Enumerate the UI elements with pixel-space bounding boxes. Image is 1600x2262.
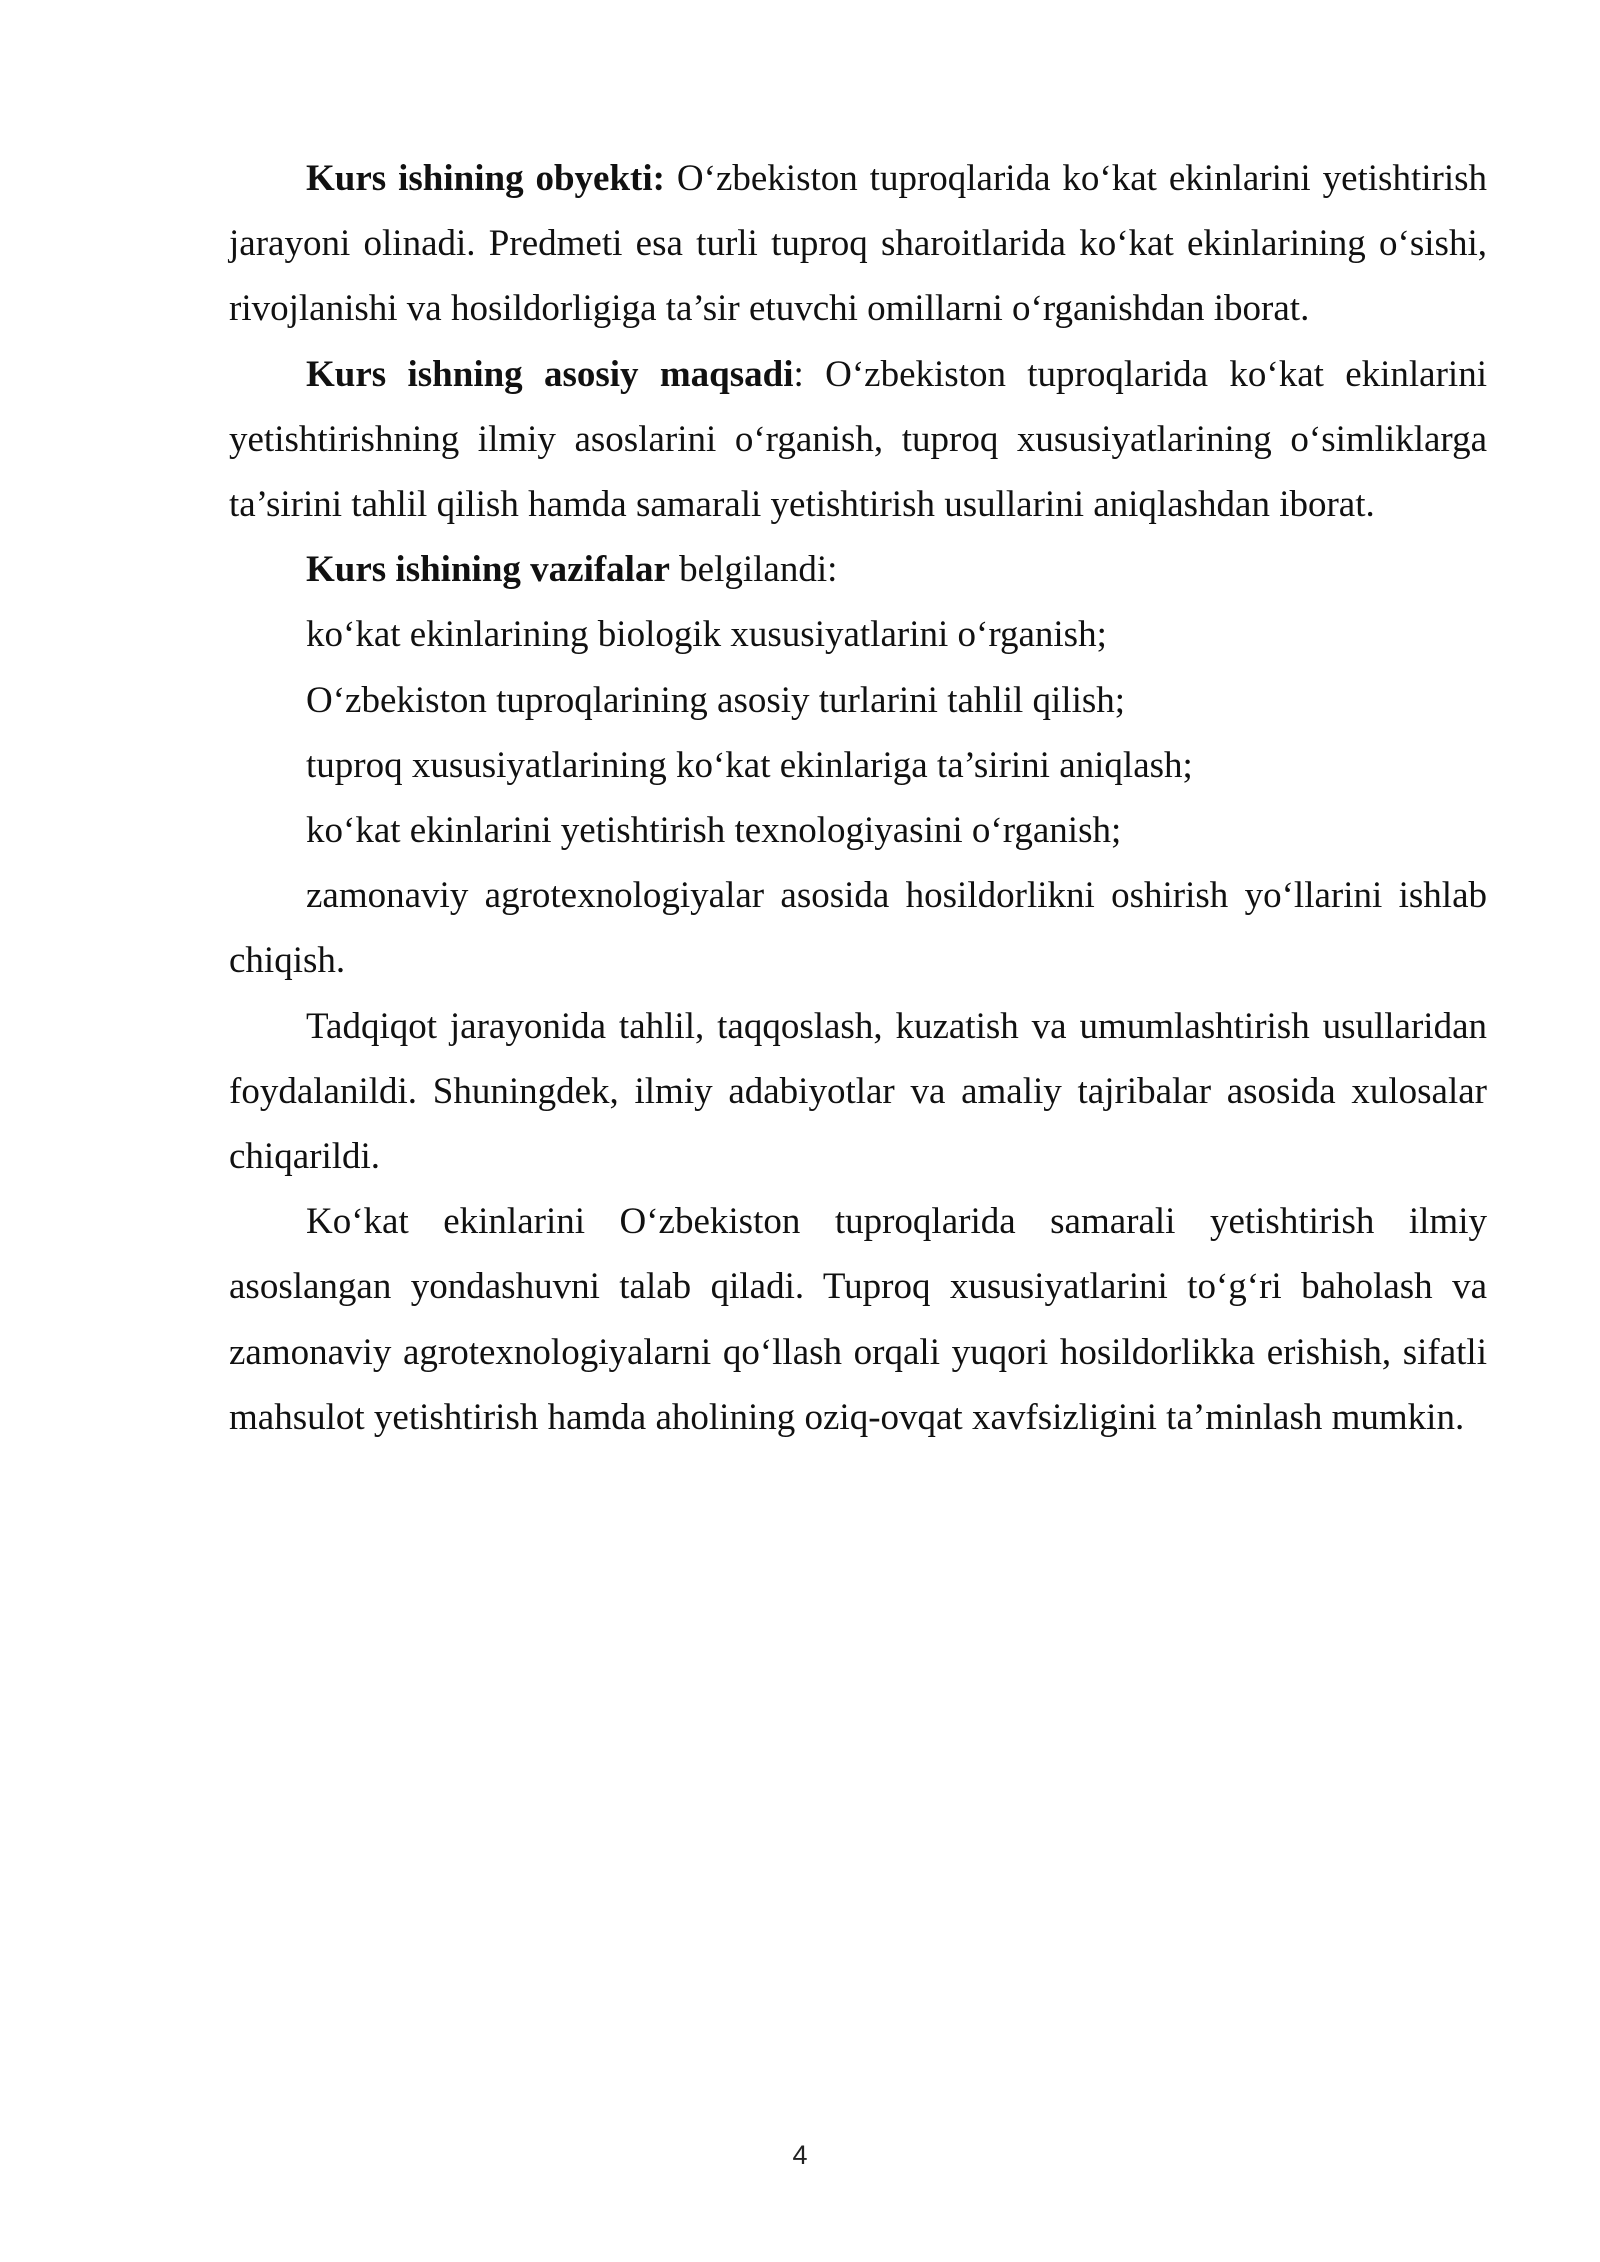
task-item: ko‘kat ekinlarining biologik xususiyatlarini o‘rganish; (306, 614, 1107, 656)
paragraph-tasks-heading (229, 537, 1487, 602)
goal-label: Kurs ishning asosiy maqsadi (306, 353, 794, 395)
page-content (229, 146, 1487, 1450)
paragraph-methods: Tadqiqot jarayonida tahlil, taqqoslash, kuzatish va umumlashtirish usullaridan foydalanildi. Shuningdek, ilmiy adabiyotlar va amaliy tajribalar asosida xulosalar chiqarildi. (229, 1005, 1487, 1178)
task-item: ko‘kat ekinlarini yetishtirish texnologiyasini o‘rganish; (306, 810, 1122, 852)
goal-text: : O‘zbekiston tuproqlarida ko‘kat ekinlarini yetishtirishning ilmiy asoslarini o‘rganish, tuproq xususiyatlarining o‘simliklarga ta’sirini tahlil qilish hamda samarali yetishtirish usullarini aniqlashdan iborat. (229, 353, 1487, 526)
task-item: O‘zbekiston tuproqlarining asosiy turlarini tahlil qilish; (306, 679, 1126, 721)
paragraph-object (229, 146, 1487, 342)
tasks-label: Kurs ishining vazifalar (306, 549, 670, 591)
tasks-text: belgilandi: (669, 549, 838, 591)
page-number: 4 (792, 2140, 808, 2170)
task-item: tuproq xususiyatlarining ko‘kat ekinlariga ta’sirini aniqlash; (306, 744, 1193, 786)
object-text: O‘zbekiston tuproqlarida ko‘kat ekinlarini yetishtirish jarayoni olinadi. Predmeti esa turli tuproq sharoitlarida ko‘kat ekinlarining o‘sishi, rivojlanishi va hosildorligiga ta’sir etuvchi omillarni o‘rganishdan iborat. (229, 158, 1488, 330)
paragraph-goal (229, 342, 1487, 538)
task-item: zamonaviy agrotexnologiyalar asosida hosildorlikni oshirish yo‘llarini ishlab chiqish. (229, 875, 1487, 982)
object-label: Kurs ishining obyekti: (306, 158, 665, 199)
paragraph-conclusion: Ko‘kat ekinlarini O‘zbekiston tuproqlarida samarali yetishtirish ilmiy asoslangan yondashuvni talab qiladi. Tuproq xususiyatlarini to‘g‘ri baholash va zamonaviy agrotexnologiyalarni qo‘llash orqali yuqori hosildorlikka erishish, sifatli mahsulot yetishtirish hamda aholining oziq-ovqat xavfsizligini ta’minlash mumkin. (229, 1201, 1487, 1438)
